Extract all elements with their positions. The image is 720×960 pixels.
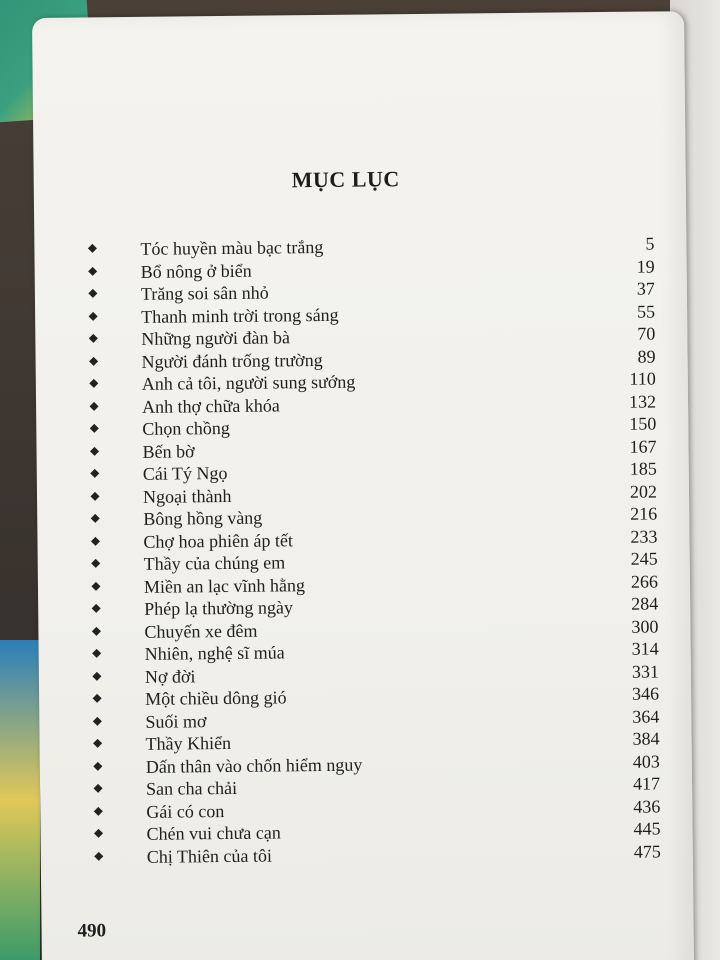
diamond-bullet-icon [90,401,99,410]
page-number: 490 [77,920,107,942]
toc-entry-title: Những người đàn bà [141,327,290,349]
diamond-bullet-icon [94,806,103,815]
toc-entry-page: 436 [633,795,661,817]
toc-entry-title: Thầy của chúng em [143,552,286,574]
toc-entry-page: 132 [628,390,657,412]
toc-entry-page: 384 [632,728,660,749]
toc-entry-page: 233 [630,525,658,547]
toc-entry-title: Anh cả tôi, người sung sướng [141,371,356,394]
diamond-bullet-icon [93,716,102,725]
toc-entry-page: 331 [631,660,659,682]
toc-entry-title: Nợ đời [144,665,196,687]
toc-entry-page: 346 [632,683,660,704]
toc-entry-page: 445 [633,818,661,839]
show-through-text [93,102,653,108]
toc-entry-title: Chọn chồng [142,417,230,439]
diamond-bullet-icon [93,761,102,770]
toc-entry-title: Nhiên, nghệ sĩ múa [144,642,285,664]
diamond-bullet-icon [88,289,97,298]
diamond-bullet-icon [90,424,99,433]
toc-entry-title: Bến bờ [142,440,195,462]
toc-list [88,233,661,869]
book-page [32,11,694,960]
toc-entry-title: Miền an lạc vĩnh hằng [143,574,306,597]
diamond-bullet-icon [88,244,97,253]
toc-entry-page: 19 [636,255,655,277]
toc-title: MỤC LỤC [291,166,400,193]
toc-entry-page: 5 [645,233,655,254]
book-cover-edge [0,640,40,960]
diamond-bullet-icon [93,739,102,748]
toc-entry-page: 167 [629,435,657,457]
diamond-bullet-icon [90,446,99,455]
toc-entry-title: Chợ hoa phiên áp tết [143,529,294,552]
diamond-bullet-icon [89,334,98,343]
toc-entry-title: Thầy Khiển [145,732,232,754]
toc-entry-title: Chén vui chưa cạn [146,822,281,844]
toc-entry-title: Người đánh trống trường [141,349,323,372]
diamond-bullet-icon [92,649,101,658]
toc-entry-page: 70 [637,323,656,344]
diamond-bullet-icon [91,581,100,590]
toc-entry-page: 475 [633,840,661,862]
diamond-bullet-icon [94,851,103,860]
toc-entry-title: Chuyến xe đêm [144,620,258,642]
diamond-bullet-icon [89,379,98,388]
toc-entry-page: 185 [629,458,657,479]
toc-entry-page: 364 [632,705,660,727]
toc-entry-page: 245 [630,548,658,569]
diamond-bullet-icon [91,559,100,568]
toc-entry-page: 216 [630,503,658,524]
toc-entry-title: Một chiều dông gió [145,687,287,709]
diamond-bullet-icon [88,266,97,275]
diamond-bullet-icon [89,311,98,320]
toc-entry-title: Cái Tý Ngọ [142,462,228,484]
toc-entry-page: 284 [631,593,659,614]
toc-entry-title: Trăng soi sân nhỏ [140,282,269,304]
toc-entry-title: Tóc huyền màu bạc trắng [140,236,324,259]
toc-entry-page: 202 [629,480,658,502]
toc-entry-title: Phép lạ thường ngày [144,597,294,619]
diamond-bullet-icon [90,491,99,500]
diamond-bullet-icon [92,626,101,635]
toc-entry-title: San cha chải [145,777,238,799]
toc-entry-page: 37 [636,278,655,299]
toc-entry-title: Chị Thiên của tôi [146,845,273,867]
diamond-bullet-icon [94,784,103,793]
diamond-bullet-icon [91,514,100,523]
toc-entry-title: Ngoại thành [142,485,232,507]
toc-entry-title: Bông hồng vàng [143,507,263,529]
toc-entry-title: Bổ nông ở biển [140,260,252,282]
diamond-bullet-icon [90,469,99,478]
toc-entry-page: 55 [636,300,656,322]
diamond-bullet-icon [92,671,101,680]
toc-entry [95,841,661,869]
toc-entry-page: 150 [629,413,657,434]
toc-entry-page: 266 [630,570,659,592]
toc-entry-page: 300 [631,615,659,637]
toc-entry-page: 89 [637,345,656,367]
diamond-bullet-icon [92,604,101,613]
toc-entry-title: Anh thợ chữa khóa [141,394,280,417]
diamond-bullet-icon [89,356,98,365]
toc-entry-page: 110 [629,368,656,389]
toc-entry-title: Thanh minh trời trong sáng [141,304,339,327]
toc-entry-title: Suối mơ [145,710,207,732]
toc-entry-title: Dấn thân vào chốn hiểm nguy [145,754,363,777]
diamond-bullet-icon [94,829,103,838]
diamond-bullet-icon [91,536,100,545]
toc-entry-title: Gái có con [146,800,225,822]
toc-entry-page: 403 [632,750,660,772]
toc-entry-page: 314 [631,638,659,659]
diamond-bullet-icon [93,694,102,703]
toc-entry-page: 417 [632,773,661,794]
